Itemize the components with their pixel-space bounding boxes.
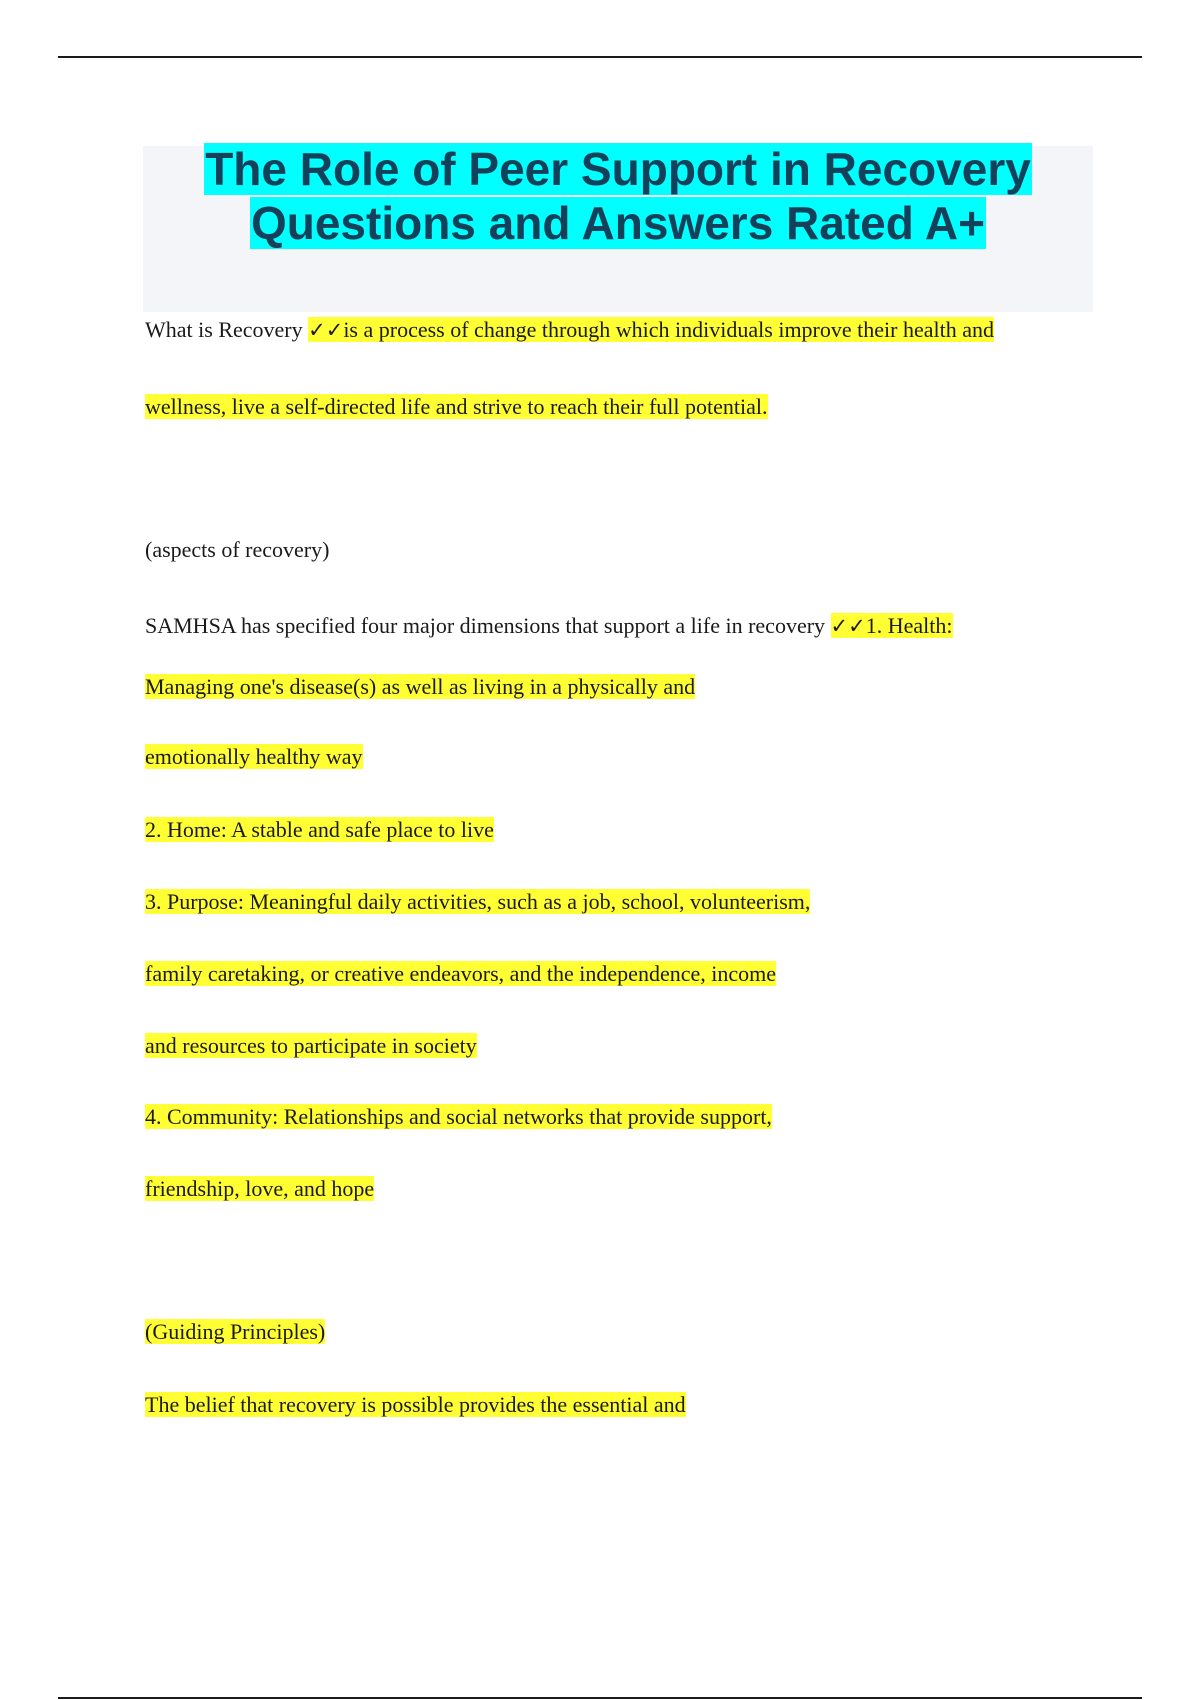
footer-rule: [58, 1697, 1142, 1699]
q1-answer-start: [308, 317, 994, 342]
list-item: 3. Purpose: Meaningful daily activities, such as a job, school, volunteerism,: [145, 889, 811, 914]
list-item: family caretaking, or creative endeavors, and the independence, income: [145, 961, 776, 986]
q1-line-2: [145, 393, 768, 421]
title-line-1: The Role of Peer Support in Recovery: [205, 143, 1031, 195]
q2-answer-start: [831, 613, 953, 638]
q2-line-4: [145, 816, 494, 844]
list-item: 4. Community: Relationships and social networks that provide support,: [145, 1104, 772, 1129]
q3-line-1: [145, 1391, 686, 1419]
q2-line-2: [145, 673, 695, 701]
q2-answer-text: 1. Health:: [865, 613, 953, 638]
q2-line-6: [145, 960, 776, 988]
list-item: friendship, love, and hope: [145, 1176, 375, 1201]
q2-line-8: [145, 1103, 772, 1131]
section-heading-guiding-principles: [145, 1318, 325, 1346]
list-item: 2. Home: A stable and safe place to live: [145, 817, 494, 842]
q2-line-3: [145, 743, 363, 771]
section-heading-text: (Guiding Principles): [145, 1319, 326, 1344]
q2-line-5: [145, 888, 810, 916]
q2-line-9: [145, 1175, 374, 1203]
q1-answer-text: is a process of change through which individuals improve their health and: [343, 317, 994, 342]
q2-line-1: [145, 612, 953, 640]
q1-answer-continued: wellness, live a self-directed life and strive to reach their full potential.: [145, 394, 768, 419]
q1-line-1: [145, 316, 994, 344]
title-line-2: Questions and Answers Rated A+: [250, 197, 986, 249]
header-rule: [58, 56, 1142, 58]
q2-line-7: [145, 1032, 477, 1060]
q3-question-text: The belief that recovery is possible provides the essential and: [145, 1392, 686, 1417]
section-heading-aspects: (aspects of recovery): [145, 537, 330, 562]
double-check-icon: ✓✓: [830, 614, 866, 638]
q1-question: What is Recovery: [145, 317, 309, 342]
q2-question: SAMHSA has specified four major dimensions that support a life in recovery: [145, 613, 831, 638]
list-item: emotionally healthy way: [145, 744, 363, 769]
document-title: [143, 142, 1093, 250]
list-item: and resources to participate in society: [145, 1033, 477, 1058]
list-item: Managing one's disease(s) as well as living in a physically and: [145, 674, 696, 699]
double-check-icon: ✓✓: [308, 318, 344, 342]
